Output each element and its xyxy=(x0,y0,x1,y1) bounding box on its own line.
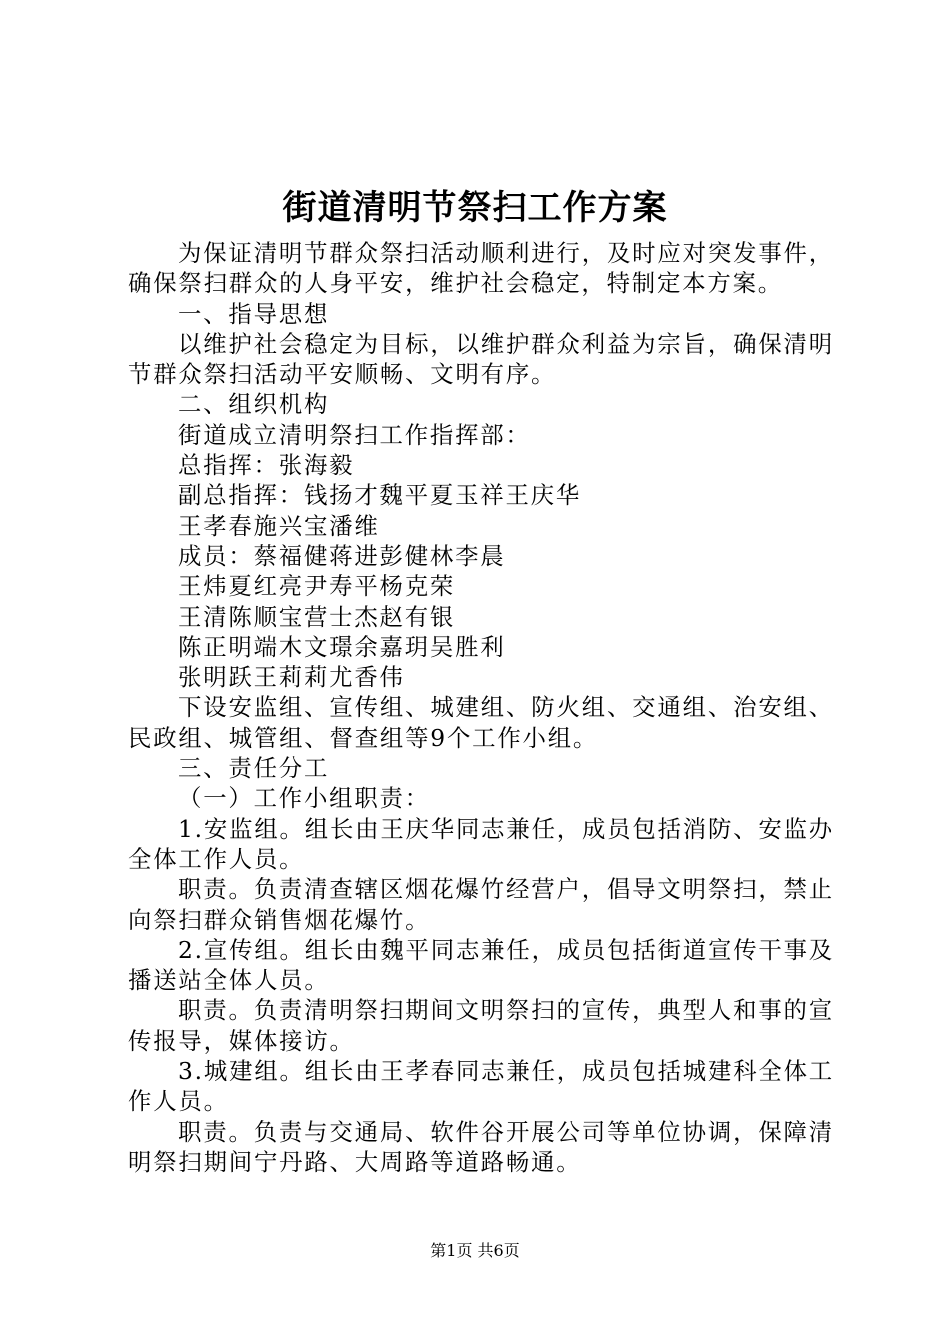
paragraph-work-groups: 下设安监组、宣传组、城建组、防火组、交通组、治安组、民政组、城管组、督查组等9个工作小组。 xyxy=(128,693,834,752)
paragraph-safety-group: 1.安监组。组长由王庆华同志兼任，成员包括消防、安监办全体工作人员。 xyxy=(128,814,834,873)
paragraph-publicity-group: 2.宣传组。组长由魏平同志兼任，成员包括街道宣传干事及播送站全体人员。 xyxy=(128,935,834,995)
paragraph-intro: 为保证清明节群众祭扫活动顺利进行，及时应对突发事件，确保祭扫群众的人身平安，维护社会稳定，特制定本方案。 xyxy=(128,239,834,298)
paragraph-members-cont-2: 王清陈顺宝营士杰赵有银 xyxy=(178,602,456,631)
document-body xyxy=(128,238,834,1177)
paragraph-construction-group: 3.城建组。组长由王孝春同志兼任，成员包括城建科全体工作人员。 xyxy=(128,1057,834,1116)
heading-responsibilities: 三、责任分工 xyxy=(178,754,330,783)
document-title: 街道清明节祭扫工作方案 xyxy=(282,188,668,228)
paragraph-commander: 总指挥：张海毅 xyxy=(178,451,355,480)
page-footer: 第1页 共6页 xyxy=(430,1241,520,1260)
paragraph-construction-duties: 职责。负责与交通局、软件谷开展公司等单位协调，保障清明祭扫期间宁丹路、大周路等道路畅通。 xyxy=(128,1117,834,1176)
paragraph-members-cont-4: 张明跃王莉莉尤香伟 xyxy=(178,663,405,692)
paragraph-members-cont-3: 陈正明端木文璟余嘉玥吴胜利 xyxy=(178,632,506,661)
paragraph-safety-duties: 职责。负责清查辖区烟花爆竹经营户，倡导文明祭扫，禁止向祭扫群众销售烟花爆竹。 xyxy=(128,875,834,934)
paragraph-command-center: 街道成立清明祭扫工作指挥部： xyxy=(178,420,531,449)
paragraph-guiding-thought: 以维护社会稳定为目标，以维护群众利益为宗旨，确保清明节群众祭扫活动平安顺畅、文明有序。 xyxy=(128,329,834,389)
heading-guiding-thought: 一、指导思想 xyxy=(178,299,330,328)
paragraph-deputy-commanders: 副总指挥：钱扬才魏平夏玉祥王庆华 xyxy=(178,481,582,510)
heading-organization: 二、组织机构 xyxy=(178,390,330,419)
paragraph-deputy-commanders-cont: 王孝春施兴宝潘维 xyxy=(178,511,380,540)
paragraph-publicity-duties: 职责。负责清明祭扫期间文明祭扫的宣传，典型人和事的宣传报导，媒体接访。 xyxy=(128,996,834,1055)
paragraph-members: 成员：蔡福健蒋进彭健林李晨 xyxy=(178,541,506,570)
subheading-group-duties: （一）工作小组职责： xyxy=(178,784,430,813)
paragraph-members-cont-1: 王炜夏红亮尹寿平杨克荣 xyxy=(178,572,456,601)
